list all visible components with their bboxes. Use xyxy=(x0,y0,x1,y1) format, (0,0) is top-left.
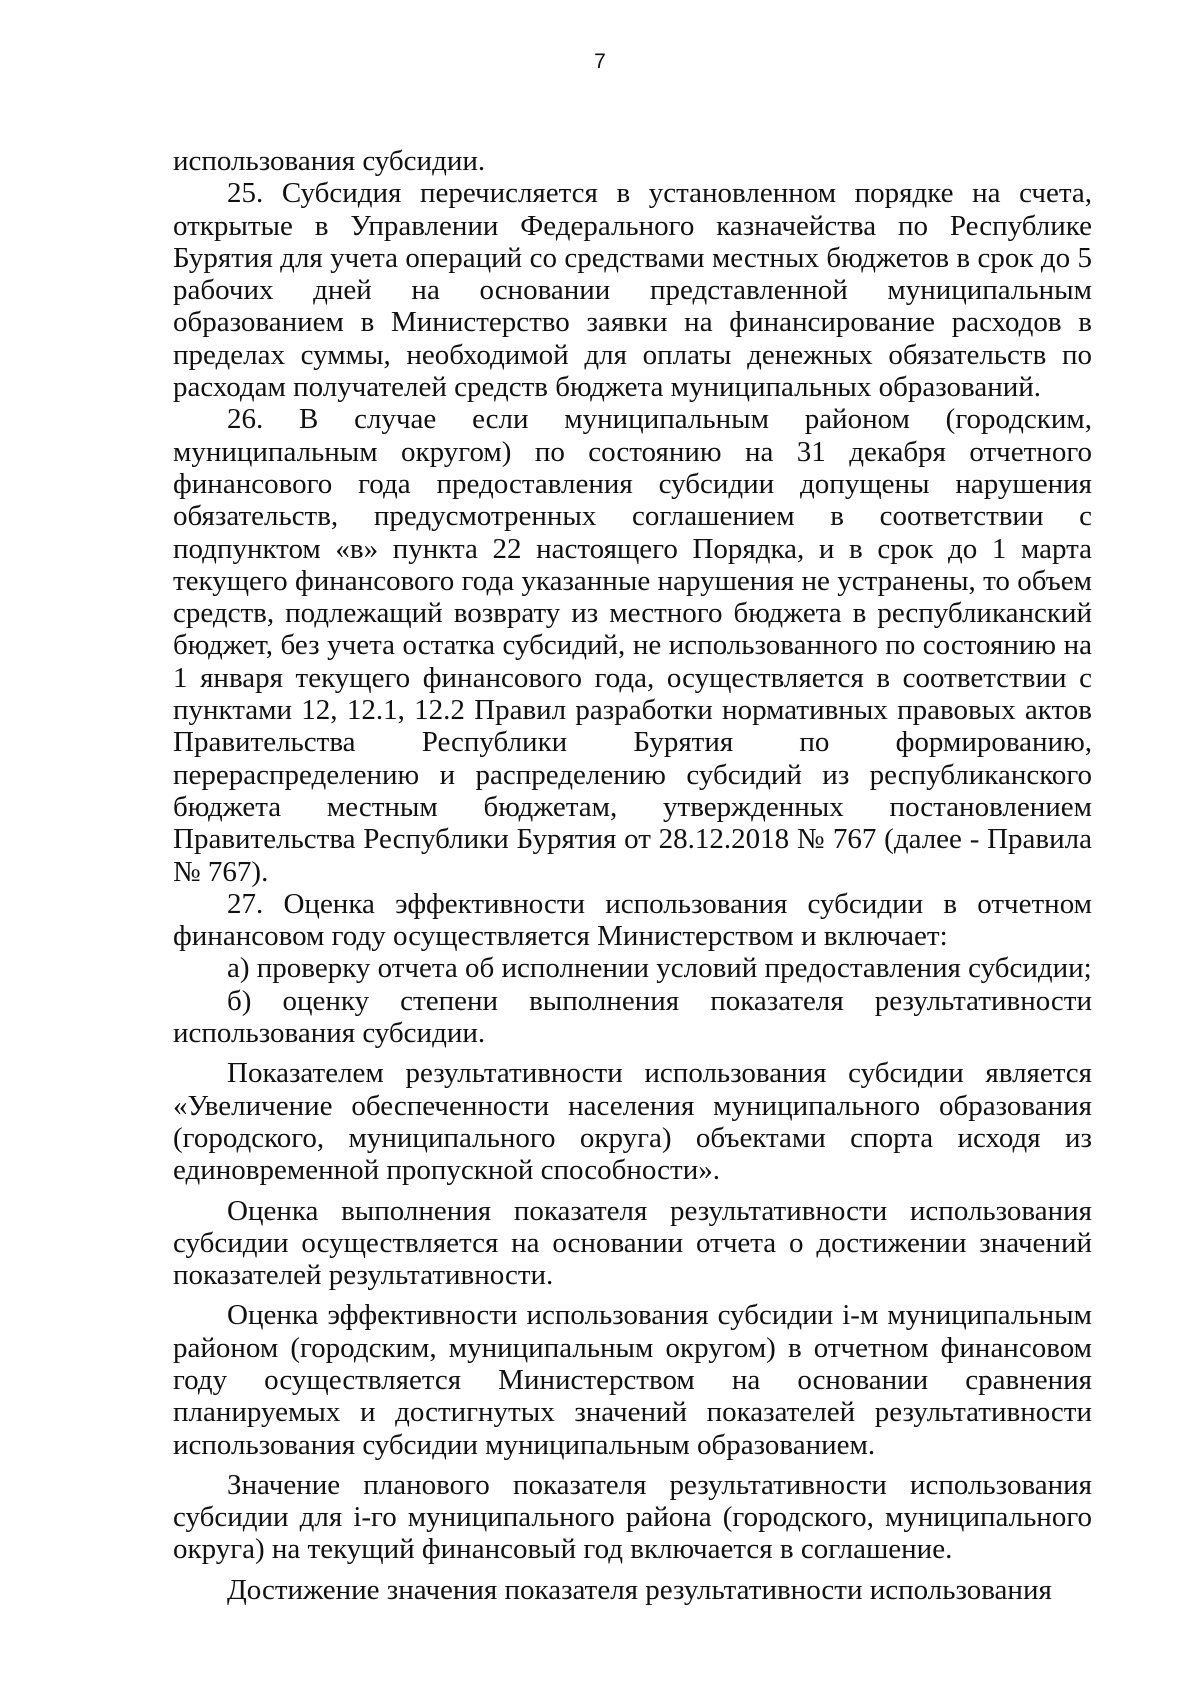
paragraph-item-27: 27. Оценка эффективности использования субсидии в отчетном финансовом году осуществляется Министерством и включает: xyxy=(173,887,1092,953)
paragraph-subitem-a: а) проверку отчета об исполнении условий предоставления субсидии; xyxy=(227,952,1092,985)
paragraph-subitem-b: б) оценку степени выполнения показателя результативности использования субсидии. xyxy=(173,984,1092,1050)
paragraph-item-25: 25. Субсидия перечисляется в установленном порядке на счета, открытые в Управлении Федерального казначейства по Республике Бурятия для учета операций со средствами местных бюджетов в срок до 5 рабочих дней на основании представленной муниципальным образованием в Министерство заявки на финансирование расходов в пределах суммы, необходимой для оплаты денежных обязательств по расходам получателей средств бюджета муниципальных образований. xyxy=(173,177,1092,404)
paragraph-continuation: использования субсидии. xyxy=(173,145,486,177)
paragraph-achievement: Достижение значения показателя результативности использования xyxy=(227,1573,1052,1606)
paragraph-planned-value: Значение планового показателя результативности использования субсидии для i-го муниципального района (городского, муниципального округа) на текущий финансовый год включается в соглашение. xyxy=(173,1468,1092,1566)
paragraph-indicator-definition: Показателем результативности использования субсидии является «Увеличение обеспеченности населения муниципального образования (городского, муниципального округа) объектами спорта исходя из единовременной пропускной способности». xyxy=(173,1057,1092,1187)
document-body xyxy=(173,145,1092,1606)
paragraph-indicator-assessment: Оценка выполнения показателя результативности использования субсидии осуществляется на основании отчета о достижении значений показателей результативности. xyxy=(173,1194,1092,1292)
paragraph-efficiency-assessment: Оценка эффективности использования субсидии i-м муниципальным районом (городским, муниципальным округом) в отчетном финансовом году осуществляется Министерством на основании сравнения планируемых и достигнутых значений показателей результативности использования субсидии муниципальным образованием. xyxy=(173,1299,1092,1461)
page-number: 7 xyxy=(594,50,606,73)
paragraph-item-26: 26. В случае если муниципальным районом (городским, муниципальным округом) по состоянию на 31 декабря отчетного финансового года предоставления субсидии допущены нарушения обязательств, предусмотренных соглашением в соответствии с подпунктом «в» пункта 22 настоящего Порядка, и в срок до 1 марта текущего финансового года указанные нарушения не устранены, то объем средств, подлежащий возврату из местного бюджета в республиканский бюджет, без учета остатка субсидий, не использованного по состоянию на 1 января текущего финансового года, осуществляется в соответствии с пунктами 12, 12.1, 12.2 Правил разработки нормативных правовых актов Правительства Республики Бурятия по формированию, перераспределению и распределению субсидий из республиканского бюджета местным бюджетам, утвержденных постановлением Правительства Республики Бурятия от 28.12.2018 № 767 (далее - Правила № 767). xyxy=(173,403,1092,888)
